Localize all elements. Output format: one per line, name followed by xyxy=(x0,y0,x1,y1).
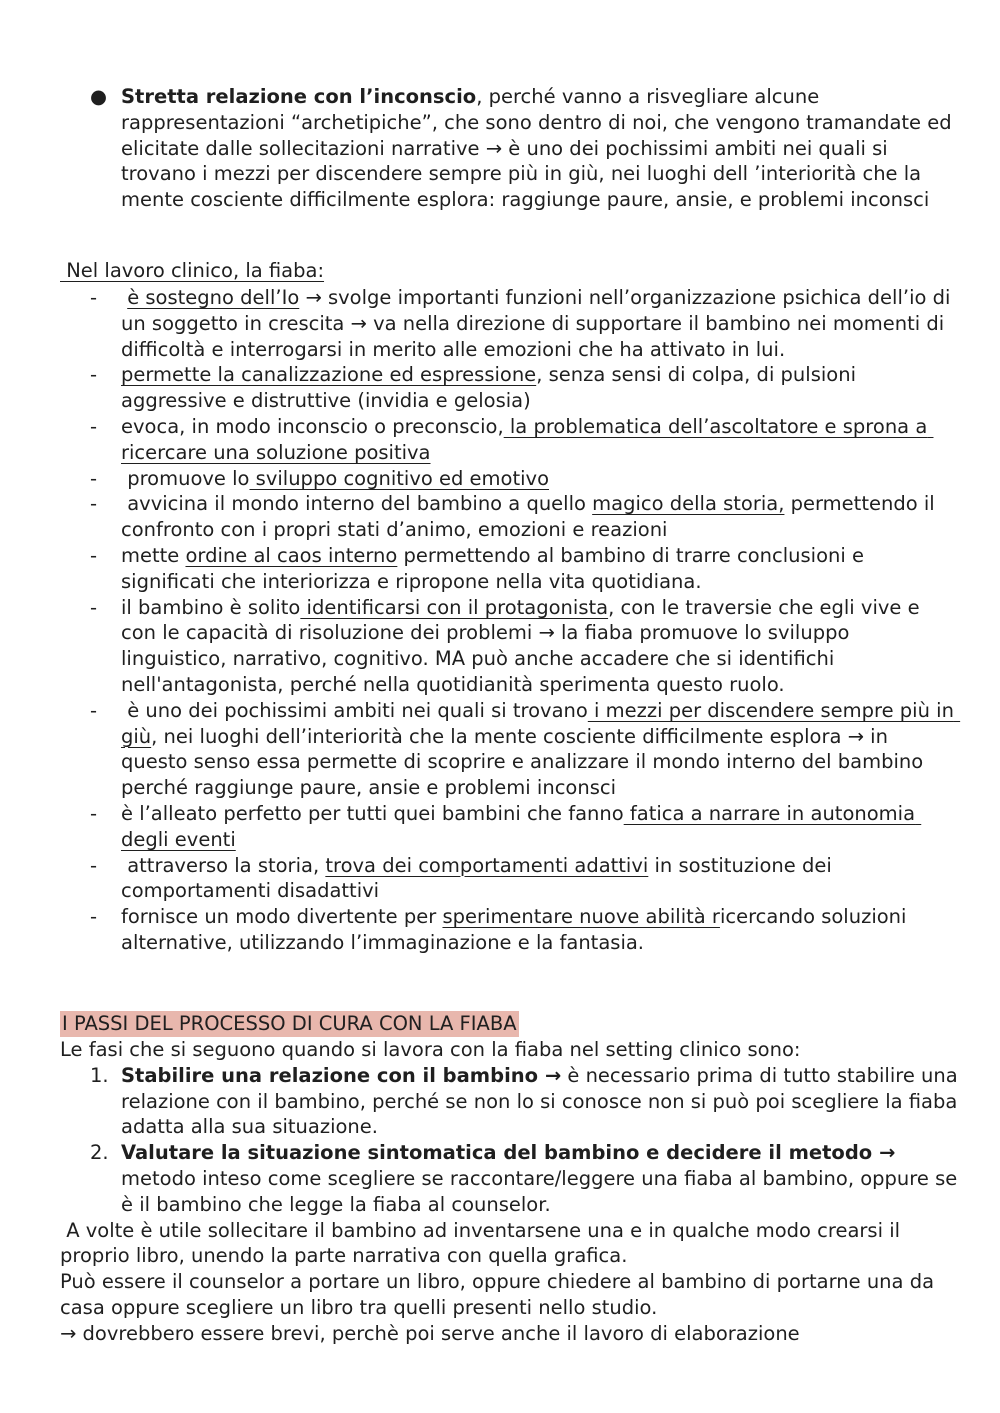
list-item-underlined: i mezzi per discendere sempre più in giù xyxy=(121,698,961,748)
list-item xyxy=(60,362,960,414)
list-item-underlined: permette la canalizzazione ed espressione xyxy=(121,363,537,387)
paragraph: → dovrebbero essere brevi, perchè poi serve anche il lavoro di elaborazione xyxy=(60,1321,800,1345)
list-item-text: fornisce un modo divertente per xyxy=(121,905,443,929)
list-item xyxy=(60,698,960,801)
section-heading-lavoro-clinico: Nel lavoro clinico, la fiaba: xyxy=(60,259,325,282)
step-number: 2. xyxy=(90,1141,109,1165)
list-item-text: , con le traversie che egli vive e con le capacità di risoluzione dei problemi → la fiaba promuove lo sviluppo linguistico, narrativo, cognitivo. MA può anche accadere che si identifichi nell'antagonista, perché nella quotidianità sperimenta questo ruolo. xyxy=(121,595,920,696)
section2-body xyxy=(60,1037,960,1347)
list-item-text: attraverso la storia, xyxy=(121,853,326,877)
paragraph: Può essere il counselor a portare un libro, oppure chiedere al bambino di portarne una da casa oppure scegliere un libro tra quelli presenti nello studio. xyxy=(60,1270,941,1319)
list-item-text: è uno dei pochissimi ambiti nei quali si trovano xyxy=(121,698,588,722)
list-item xyxy=(60,285,960,362)
list-item-text: permettendo il confronto con i propri stati d’animo, emozioni e reazioni xyxy=(121,492,935,542)
list-item-underlined: la problematica dell’ascoltatore e sprona a ricercare una soluzione positiva xyxy=(121,414,934,464)
list-item-text: → svolge importanti funzioni nell’organizzazione psichica dell’io di un soggetto in crescita → va nella direzione di supportare il bambino nei momenti di difficoltà e interrogarsi in merito alle emozioni che ha attivato in lui. xyxy=(121,286,951,361)
list-item-text: , nei luoghi dell’interiorità che la mente cosciente difficilmente esplora → in questo senso essa permette di scoprire e analizzare il mondo interno del bambino perché raggiunge paure, ansie e problemi inconsci xyxy=(121,724,924,800)
dash-marker: - xyxy=(90,801,98,825)
list-item-text: icercando soluzioni alternative, utilizzando l’immaginazione e la fantasia. xyxy=(121,905,907,954)
bullet-text: , perché vanno a risvegliare alcune rappresentazioni “archetipiche”, che sono dentro di noi, che vengono tramandate ed elicitate dalle sollecitazioni narrative → è uno dei pochissimi ambiti nei quali si trovano i mezzi per discendere sempre più in giù, nei luoghi dell ’interiorità che la mente cosciente difficilmente esplora: raggiunge paure, ansie, e problemi inconsci xyxy=(121,85,952,212)
list-item xyxy=(60,853,960,905)
dash-marker: - xyxy=(90,286,98,309)
list-item xyxy=(60,595,960,698)
bullet-dot-icon: ● xyxy=(90,85,108,108)
list-item xyxy=(60,491,960,543)
list-item xyxy=(60,414,960,466)
step-text: è necessario prima di tutto stabilire una relazione con il bambino, perché se non lo si conosce non si può poi scegliere la fiaba adatta alla sua situazione. xyxy=(121,1063,958,1139)
steps-list xyxy=(60,1063,960,1218)
dash-marker: - xyxy=(90,414,98,438)
list-item-underlined: magico della storia, xyxy=(592,492,785,516)
list-item-text: avvicina il mondo interno del bambino a quello xyxy=(121,492,593,516)
intro-bullet xyxy=(60,84,960,213)
step-title: Stabilire una relazione con il bambino → xyxy=(121,1063,562,1087)
dash-list xyxy=(60,285,960,956)
bullet-item xyxy=(60,84,960,213)
list-item-text: , senza sensi di colpa, di pulsioni aggressive e distruttive (invidia e gelosia) xyxy=(121,363,856,413)
dash-marker: - xyxy=(90,595,98,619)
list-item-text: promuove lo xyxy=(121,466,250,490)
list-item-underlined: sperimentare nuove abilità r xyxy=(442,905,720,929)
list-item-underlined: trova dei comportamenti adattivi xyxy=(325,853,649,877)
dash-marker: - xyxy=(90,905,98,929)
section2-intro: Le fasi che si seguono quando si lavora con la fiaba nel setting clinico sono: xyxy=(60,1038,801,1061)
paragraph: A volte è utile sollecitare il bambino ad inventarsene una e in qualche modo crearsi il proprio libro, unendo la parte narrativa con quella grafica. xyxy=(60,1218,907,1268)
dash-marker: - xyxy=(90,543,98,567)
bullet-bold-text: Stretta relazione con l’inconscio xyxy=(121,85,477,108)
dash-marker: - xyxy=(90,492,98,516)
dash-marker: - xyxy=(90,466,98,490)
list-item-text: evoca, in modo inconscio o preconscio, xyxy=(121,414,504,438)
list-item-text: permettendo al bambino di trarre conclusioni e significati che interiorizza e ripropone nella vita quotidiana. xyxy=(121,543,864,593)
list-item-underlined: è sostegno dell’Io xyxy=(127,286,300,309)
section-heading-passi: I PASSI DEL PROCESSO DI CURA CON LA FIABA xyxy=(62,1012,517,1035)
section2-paragraphs xyxy=(60,1218,960,1347)
list-item-underlined: sviluppo cognitivo ed emotivo xyxy=(249,466,550,490)
list-item xyxy=(60,543,960,595)
dash-marker: - xyxy=(90,698,98,722)
list-item-underlined: fatica a narrare in autonomia degli eventi xyxy=(121,801,922,851)
list-item xyxy=(60,904,960,956)
step-number: 1. xyxy=(90,1063,109,1087)
list-item-text: in sostituzione dei comportamenti disadattivi xyxy=(121,853,832,903)
list-item-text: mette xyxy=(121,543,186,567)
step-item xyxy=(60,1140,960,1217)
list-item-text: è l’alleato perfetto per tutti quei bambini che fanno xyxy=(121,801,624,825)
step-item xyxy=(60,1063,960,1140)
list-item xyxy=(60,466,960,492)
list-item-underlined: ordine al caos interno xyxy=(185,543,398,567)
list-item-text: il bambino è solito xyxy=(121,595,301,619)
list-item-underlined: identificarsi con il protagonista xyxy=(300,595,609,619)
dash-marker: - xyxy=(90,363,98,387)
dash-marker: - xyxy=(90,853,98,877)
list-item xyxy=(60,801,960,853)
step-text: metodo inteso come scegliere se raccontare/leggere una fiaba al bambino, oppure se è il bambino che legge la fiaba al counselor. xyxy=(121,1166,958,1216)
step-title: Valutare la situazione sintomatica del bambino e decidere il metodo → xyxy=(121,1141,896,1165)
